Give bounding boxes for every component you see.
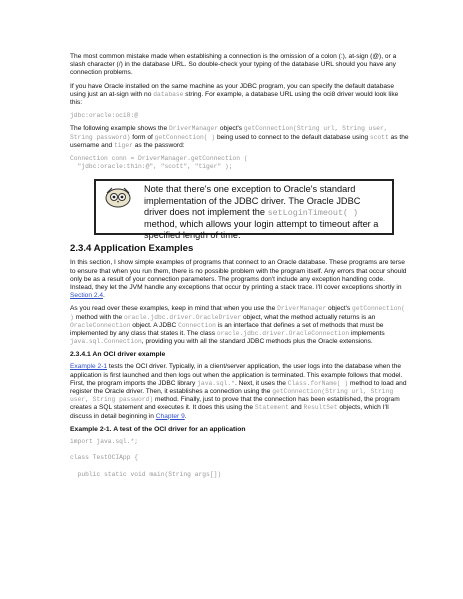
paragraph-section-intro: In this section, I show simple examples of programs that connect to an Oracle database. These programs are terse to ensure that when you run them, there is no possible problem with the program itself. Any errors that occur should only be as a result of your connection parameters. The programs don't include any exception handling code. Instead, they let the JVM handle any exceptions that occur by printing a stack trace. I'll cover exceptions shortly in Section 2.4. xyxy=(70,259,407,300)
inline-code: scott xyxy=(369,133,389,141)
code-block-example: import java.sql.*; class TestOCIApp { public static void main(String args[]) xyxy=(70,437,222,478)
note-box xyxy=(94,179,394,241)
inline-code: java.sql.Connection xyxy=(70,338,142,346)
document-page xyxy=(70,53,410,484)
note-text: Note that there's one exception to Oracle's standard implementation of the JDBC driver. The Oracle JDBC driver does not implement the setLoginTimeout( ) method, which allows your login attempt to timeout after a specified length of time. xyxy=(144,184,379,241)
inline-code: java.sql.* xyxy=(197,379,235,387)
link-example-2-1[interactable]: Example 2-1 xyxy=(70,363,108,371)
inline-code: getConnection( ) xyxy=(70,305,405,321)
inline-code: DriverManager xyxy=(168,125,219,133)
inline-code: tiger xyxy=(114,141,133,149)
code-block-connection: Connection conn = DriverManager.getConnection ( "jdbc:oracle:thin:@", "scott", "tiger" ); xyxy=(70,155,248,171)
paragraph-default-database: If you have Oracle installed on the same machine as your JDBC program, you can specify the default database using just an at-sign with no database string. For example, a database URL using the oci8 driver would look like this: xyxy=(70,82,399,107)
inline-code: oracle.jdbc.driver.OracleDriver xyxy=(124,313,242,321)
section-heading-application-examples: 2.3.4 Application Examples xyxy=(70,243,194,255)
paragraph-colon-mistake: The most common mistake made when establishing a connection is the omission of a colon (:), at-sign (@), or a slash character (/) in the database URL. So double-check your typing of the database URL should you have any connection problems. xyxy=(70,53,397,77)
paragraph-drivermanager-example: The following example shows the DriverManager object's getConnection(String url, String user, String password) form of getConnection( ) being used to connect to the default database using scott as the username and tiger as the password: xyxy=(70,125,409,149)
inline-code: Connection xyxy=(178,321,216,329)
inline-code: Class.forName( ) xyxy=(287,379,349,387)
inline-code: ResultSet xyxy=(303,404,338,412)
inline-code: OracleConnection xyxy=(70,321,131,329)
paragraph-oracle-connection: As you read over these examples, keep in mind that when you use the DriverManager object's getConnection( ) method with the oracle.jdbc.driver.OracleDriver object, what the method actually returns is an OracleConnection object. A JDBC Connection is an interface that defines a set of methods that must be implemented by any class that states it. The class oracle.jdbc.driver.OracleConnection implements java.sql.Connection, providing you with all the standard JDBC methods plus the Oracle extensions. xyxy=(70,305,405,346)
owl-note-icon xyxy=(104,185,132,209)
paragraph-oci-example: Example 2-1 tests the OCI driver. Typically, in a client/server application, the user logs into the database when the application is first launched and then logs out when the application is terminated. This example follows that model. First, the program imports the JDBC library java.sql.*. Next, it uses the Class.forName( ) method to load and register the Oracle driver. Then, it establishes a connection using the getConnection(String url, String user, String password) method. Finally, just to prove that the connection has been established, the program creates a SQL statement and executes it. It does this using the Statement and ResultSet objects, which I'll discuss in detail beginning in Chapter 9. xyxy=(70,363,407,420)
subsection-heading-oci-example: 2.3.4.1 An OCI driver example xyxy=(70,351,166,359)
link-section-2-4[interactable]: Section 2.4 xyxy=(70,292,103,300)
example-caption: Example 2-1. A test of the OCI driver for an application xyxy=(70,425,246,433)
inline-code: getConnection( ) xyxy=(154,133,216,141)
inline-code: DriverManager xyxy=(277,305,327,313)
code-block-url: jdbc:oracle:oci8:@ xyxy=(70,112,139,120)
inline-code: Statement xyxy=(254,404,289,412)
inline-code: oracle.jdbc.driver.OracleConnection xyxy=(216,330,350,338)
inline-code: getConnection(String url, String user, String password) xyxy=(70,388,394,404)
inline-code: setLoginTimeout( ) xyxy=(267,207,359,218)
link-chapter-9[interactable]: Chapter 9 xyxy=(155,412,185,420)
inline-code: database xyxy=(153,90,184,98)
inline-code: getConnection(String url, String user, String password) xyxy=(70,125,388,141)
